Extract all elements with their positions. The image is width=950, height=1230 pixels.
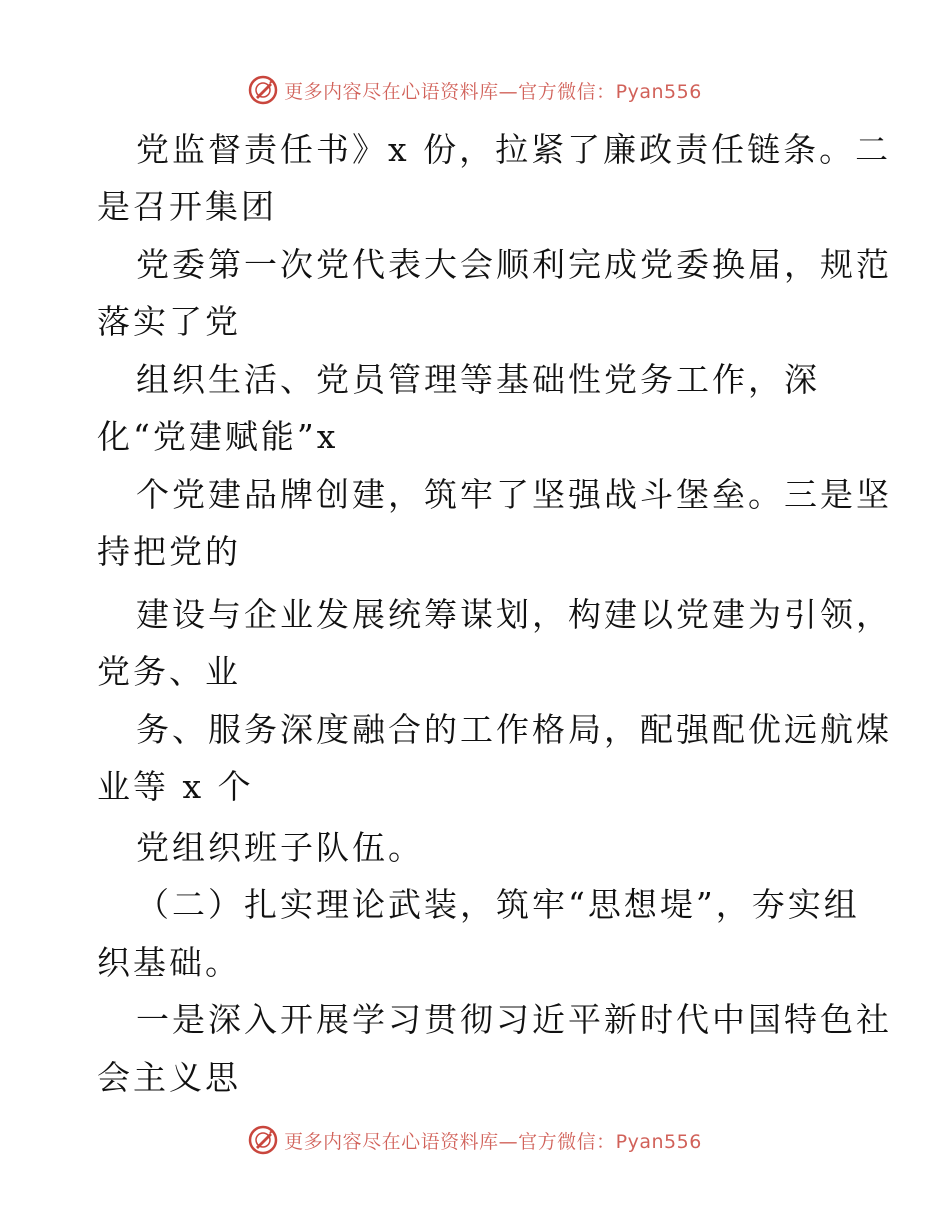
text-line: 党监督责任书》x 份，拉紧了廉政责任链条。二: [136, 130, 892, 169]
text-line: 党委第一次党代表大会顺利完成党委换届，规范: [136, 245, 892, 284]
text-line: 化“党建赋能”x: [97, 417, 339, 456]
text-line: 建设与企业发展统筹谋划，构建以党建为引领，: [136, 595, 892, 634]
text-line: 业等 x 个: [97, 767, 254, 806]
text-line: 一是深入开展学习贯彻习近平新时代中国特色社: [136, 1000, 892, 1039]
text-line: （二）扎实理论武装，筑牢“思想堤”，夯实组: [136, 885, 860, 924]
text-line: 是召开集团: [97, 187, 277, 226]
text-line: 组织生活、党员管理等基础性党务工作，深: [136, 360, 820, 399]
text-line: 会主义思: [97, 1058, 241, 1097]
text-line: 织基础。: [97, 943, 241, 982]
footer-watermark-banner: [0, 1120, 950, 1160]
brand-logo-icon: [248, 1125, 278, 1155]
footer-watermark-text: 更多内容尽在心语资料库—官方微信：Pyan556: [284, 1130, 702, 1153]
header-watermark-text: 更多内容尽在心语资料库—官方微信：Pyan556: [284, 80, 702, 103]
text-line: 落实了党: [97, 302, 241, 341]
text-line: 党组织班子队伍。: [136, 828, 424, 867]
text-line: 务、服务深度融合的工作格局，配强配优远航煤: [136, 710, 892, 749]
text-line: 党务、业: [97, 652, 241, 691]
text-line: 持把党的: [97, 532, 241, 571]
text-line: 个党建品牌创建，筑牢了坚强战斗堡垒。三是坚: [136, 475, 892, 514]
